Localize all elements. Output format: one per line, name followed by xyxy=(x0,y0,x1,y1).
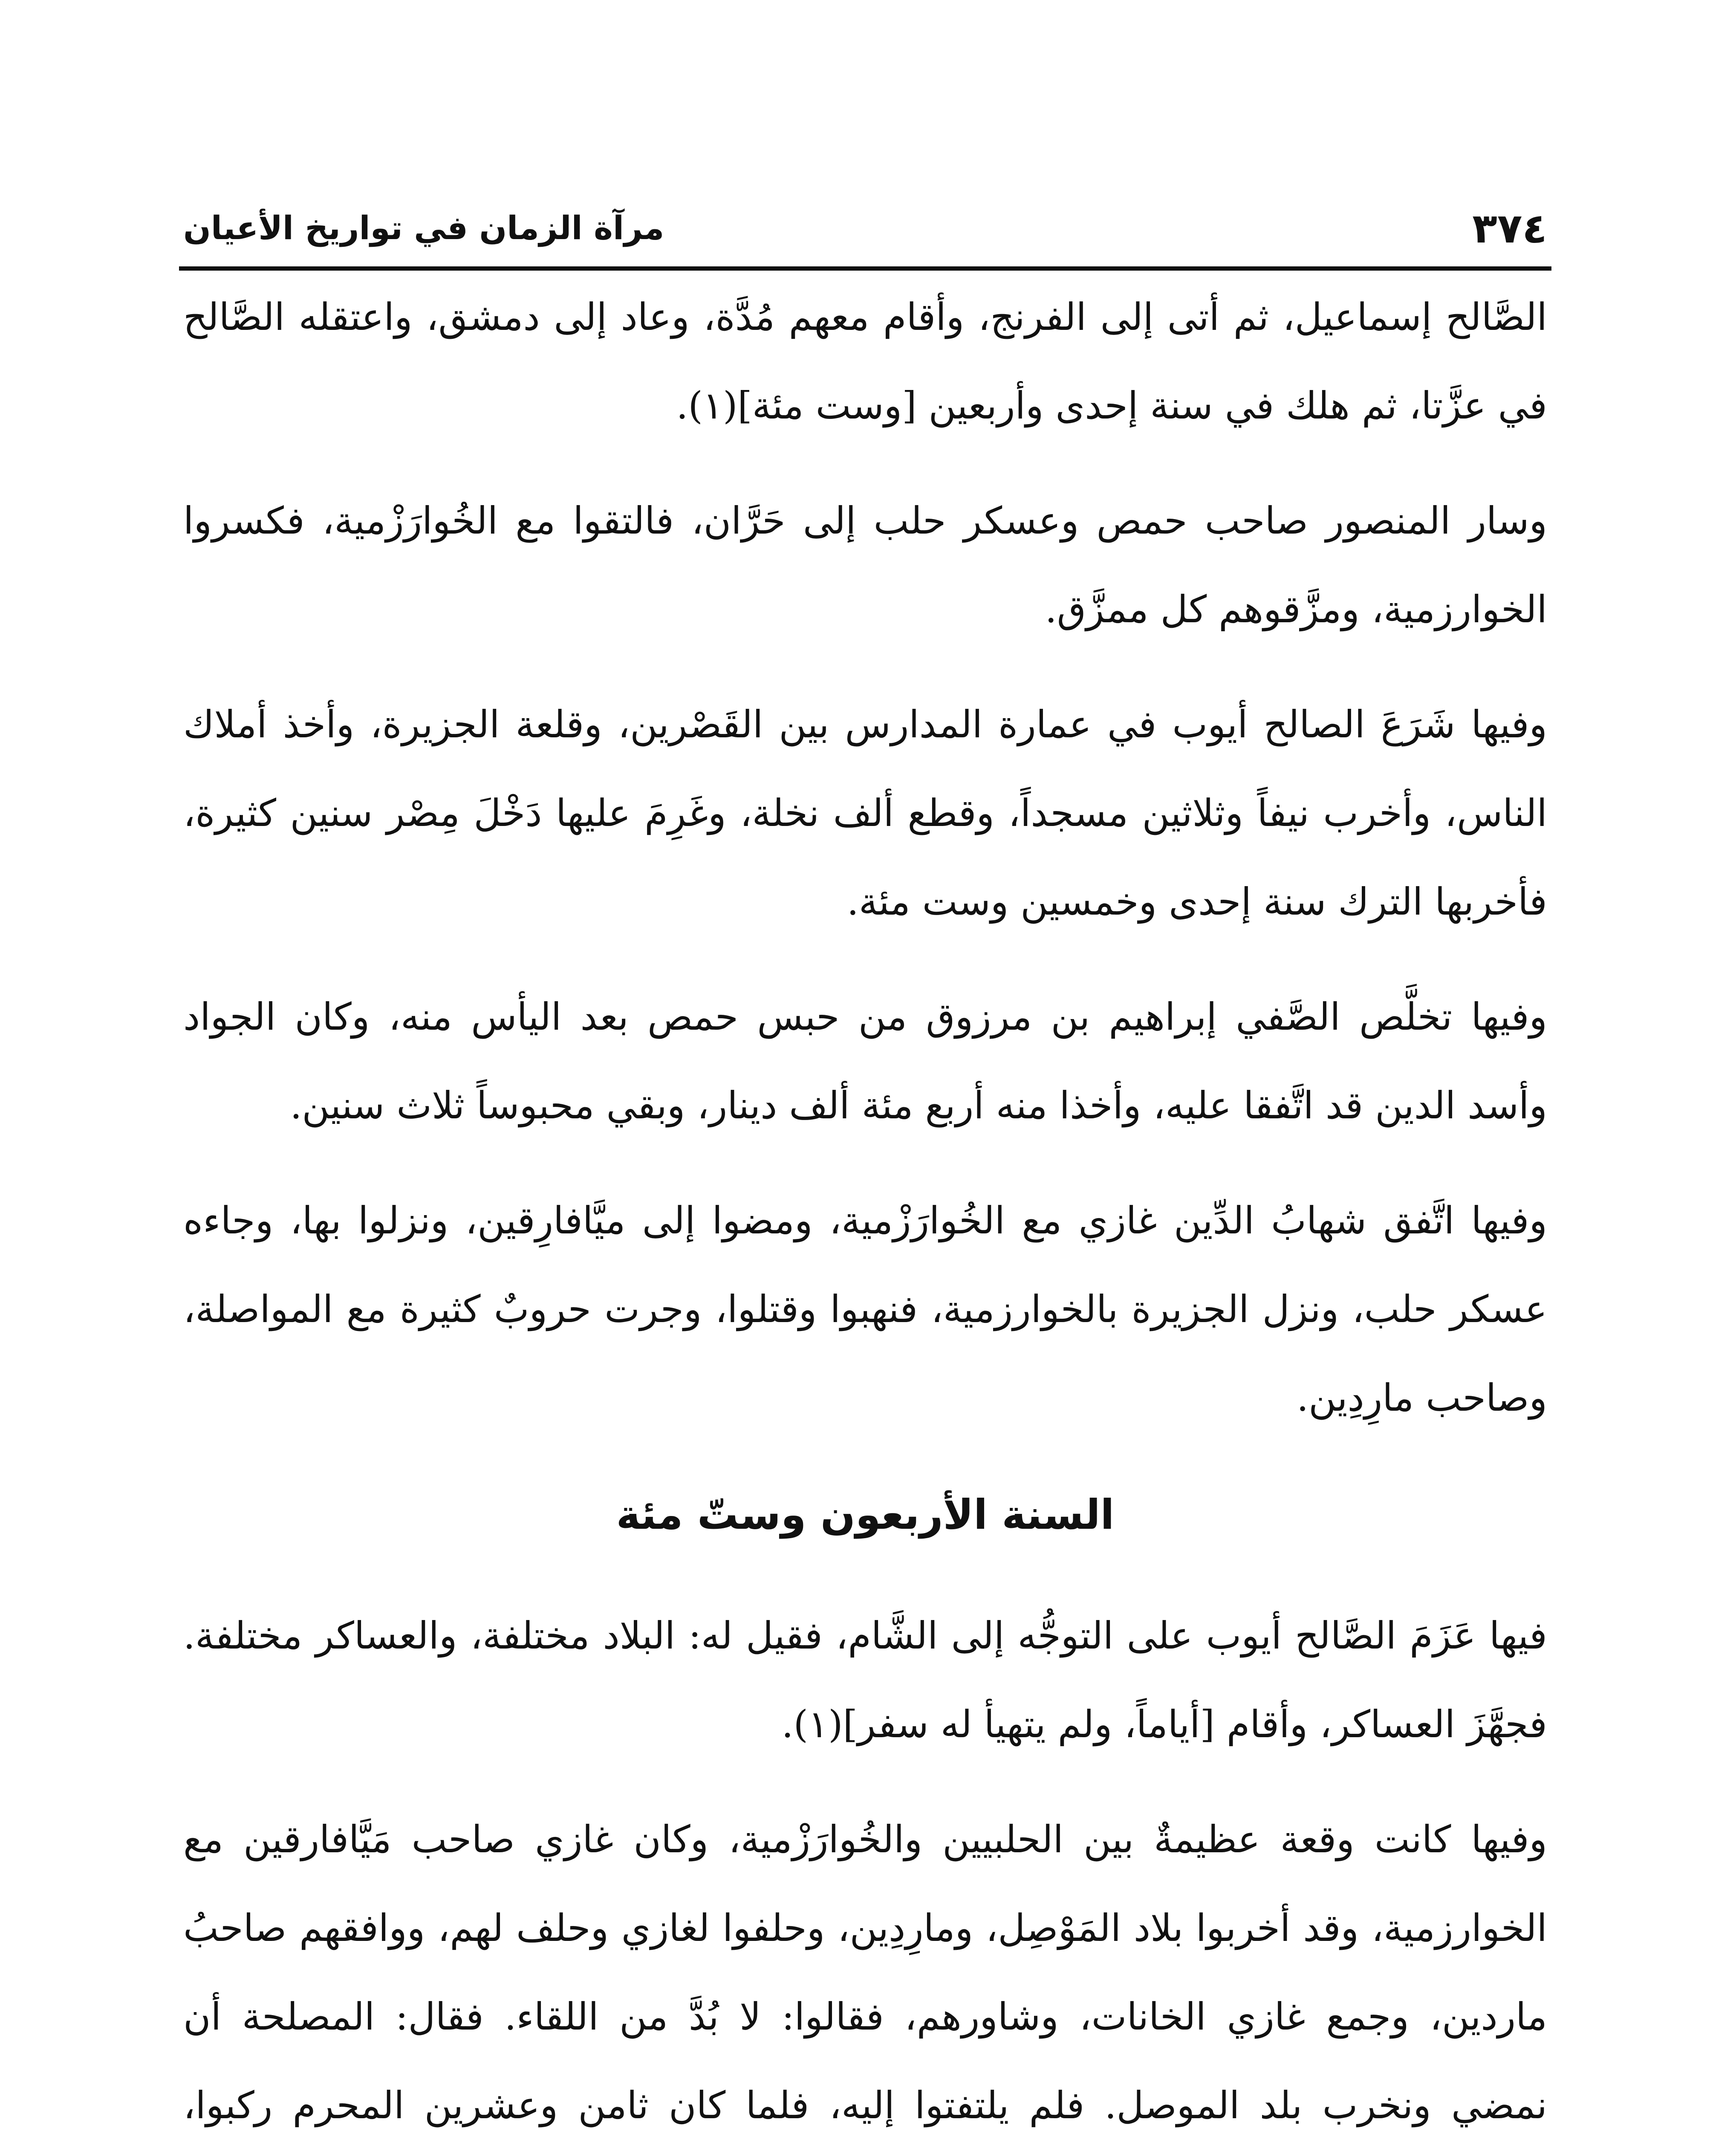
paragraph: وفيها اتَّفق شهابُ الدِّين غازي مع الخُوارَزْمية، ومضوا إلى ميَّافارِقين، ونزلوا بها، وجاءه عسكر حلب، ونزل الجزيرة بالخوارزمية، فنهبوا وقتلوا، وجرت حروبٌ كثيرة مع المواصلة، وصاحب مارِدِين. xyxy=(183,1198,1547,1420)
section-heading: السنة الأربعون وستّ مئة xyxy=(616,1491,1115,1539)
paragraph: وفيها كانت وقعة عظيمةٌ بين الحلبيين والخُوارَزْمية، وكان غازي صاحب مَيَّافارقين مع الخوارزمية، وقد أخربوا بلاد المَوْصِل، ومارِدِين، وحلفوا لغازي وحلف لهم، ووافقهم صاحبُ ماردين، وجمع غازي الخانات، وشاورهم، فقالوا: لا بُدَّ من اللقاء. فقال: المصلحة أن نمضي ونخرب بلد الموصل. فلم يلتفتوا إليه، فلما كان ثامن وعشرين المحرم ركبوا، xyxy=(183,1817,1548,2127)
paragraph: وسار المنصور صاحب حمص وعسكر حلب إلى حَرَّان، فالتقوا مع الخُوارَزْمية، فكسروا الخوارزمية، ومزَّقوهم كل ممزَّق. xyxy=(183,499,1547,631)
page-number: ٣٧٤ xyxy=(1472,205,1547,252)
book-title: مرآة الزمان في تواريخ الأعيان xyxy=(183,209,664,247)
main-text xyxy=(183,273,1547,2131)
paragraph: وفيها شَرَعَ الصالح أيوب في عمارة المدارس بين القَصْرين، وقلعة الجزيرة، وأخذ أملاك الناس، وأخرب نيفاً وثلاثين مسجداً، وقطع ألف نخلة، وغَرِمَ عليها دَخْلَ مِصْر سنين كثيرة، فأخربها الترك سنة إحدى وخمسين وست مئة. xyxy=(183,702,1547,924)
paragraph: فيها عَزَمَ الصَّالح أيوب على التوجُّه إلى الشَّام، فقيل له: البلاد مختلفة، والعساكر مختلفة. فجهَّزَ العساكر، وأقام [أياماً، ولم يتهيأ له سفر](١). xyxy=(183,1614,1547,1746)
header-rule xyxy=(179,266,1551,271)
paragraph: الصَّالح إسماعيل، ثم أتى إلى الفرنج، وأقام معهم مُدَّة، وعاد إلى دمشق، واعتقله الصَّالح في عزَّتا، ثم هلك في سنة إحدى وأربعين [وست مئة](١). xyxy=(183,295,1547,427)
paragraph: وفيها تخلَّص الصَّفي إبراهيم بن مرزوق من حبس حمص بعد اليأس منه، وكان الجواد وأسد الدين قد اتَّفقا عليه، وأخذا منه أربع مئة ألف دينار، وبقي محبوساً ثلاث سنين. xyxy=(183,995,1547,1127)
running-header xyxy=(183,200,1547,260)
